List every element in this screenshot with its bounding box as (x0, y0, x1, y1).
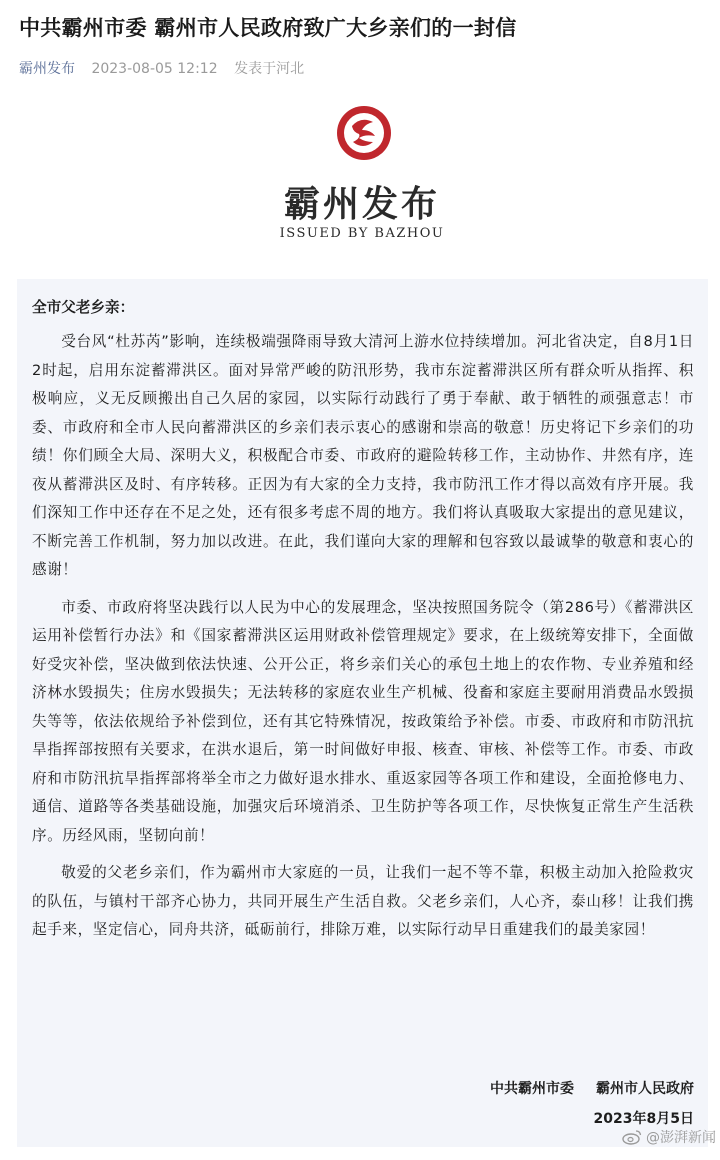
signatory-party-committee: 中共霸州市委 (490, 1081, 574, 1097)
letter-paragraph: 市委、市政府将坚决践行以人民为中心的发展理念，坚决按照国务院令（第286号）《蓄滞洪区运用补偿暂行办法》和《国家蓄滞洪区运用财政补偿管理规定》要求，在上级统筹安排下，全面做好受灾补偿，坚决做到依法快速、公开公正，将乡亲们关心的承包土地上的农作物、专业养殖和经济林水毁损失；住房水毁损失；无法转移的家庭农业生产机械、役畜和家庭主要耐用消费品水毁损失等等，依法依规给予补偿到位，还有其它特殊情况，按政策给予补偿。市委、市政府和市防汛抗旱指挥部按照有关要求，在洪水退后，第一时间做好申报、核查、审核、补偿等工作。市委、市政府和市防汛抗旱指挥部将举全市之力做好退水排水、重返家园等各项工作和建设，全面抢修电力、通信、道路等各类基础设施，加强灾后环境消杀、卫生防护等各项工作，尽快恢复正常生产生活秩序。历经风雨，坚韧向前！ (32, 598, 694, 844)
weibo-icon (622, 1129, 642, 1145)
article-header (0, 0, 720, 92)
signatories (490, 1078, 694, 1098)
letter-body (32, 328, 694, 954)
source-watermark (622, 1127, 716, 1147)
brand-logo-block (0, 92, 720, 272)
brand-name-cn: 霸州发布 (283, 183, 440, 225)
signatory-government: 霸州市人民政府 (596, 1081, 694, 1097)
letter-signoff (490, 1078, 694, 1128)
author-link[interactable]: 霸州发布 (19, 61, 75, 77)
article-title: 中共霸州市委 霸州市人民政府致广大乡亲们的一封信 (19, 16, 517, 40)
open-letter (17, 279, 708, 1147)
letter-paragraph: 受台风“杜苏芮”影响，连续极端强降雨导致大清河上游水位持续增加。河北省决定，自8月1日2时起，启用东淀蓄滞洪区。面对异常严峻的防汛形势，我市东淀蓄滞洪区所有群众听从指挥、积极响应，义无反顾搬出自己久居的家园，以实际行动践行了勇于奉献、敢于牺牲的顽强意志！市委、市政府和全市人民向蓄滞洪区的乡亲们表示衷心的感谢和崇高的敬意！历史将记下乡亲们的功绩！你们顾全大局、深明大义，积极配合市委、市政府的避险转移工作，主动协作、井然有序，连夜从蓄滞洪区及时、有序转移。正因为有大家的全力支持，我市防汛工作才得以高效有序开展。我们深知工作中还存在不足之处，还有很多考虑不周的地方。我们将认真吸取大家提出的意见建议，不断完善工作机制，努力加以改进。在此，我们谨向大家的理解和包容致以最诚挚的敬意和衷心的感谢！ (32, 333, 694, 578)
publish-datetime: 2023-08-05 12:12 (91, 61, 218, 77)
brand-name-en: ISSUED BY BAZHOU (279, 226, 445, 241)
article-meta (19, 58, 304, 78)
publish-location: 发表于河北 (234, 61, 305, 77)
sign-date: 2023年8月5日 (593, 1111, 694, 1127)
bazhou-logo-icon (335, 104, 393, 162)
letter-paragraph: 敬爱的父老乡亲们，作为霸州市大家庭的一员，让我们一起不等不靠，积极主动加入抢险救灾的队伍，与镇村干部齐心协力，共同开展生产生活自救。父老乡亲们，人心齐，泰山移！让我们携起手来，坚定信心，同舟共济，砥砺前行，排除万难，以实际行动早日重建我们的最美家园！ (32, 864, 694, 938)
watermark-text: @澎湃新闻 (646, 1130, 716, 1146)
letter-salutation: 全市父老乡亲： (32, 299, 135, 316)
